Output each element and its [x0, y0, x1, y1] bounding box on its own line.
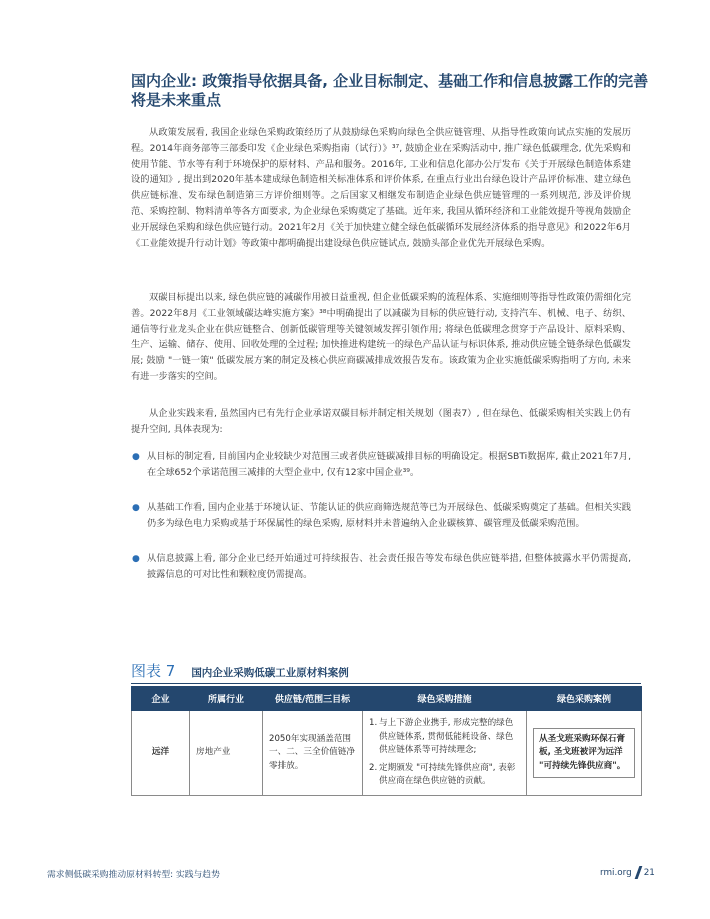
cell-measures — [363, 711, 527, 796]
header-measures: 绿色采购措施 — [363, 687, 527, 711]
bullet-item-targets — [131, 449, 631, 481]
bullet-item-basics — [131, 500, 631, 532]
bullet-dot-icon: ● — [132, 452, 140, 462]
slash-divider-icon — [634, 866, 642, 879]
bullet-text: 从基础工作看, 国内企业基于环境认证、节能认证的供应商筛选规范等已为开展绿色、低碳采购奠定了基础。但相关实践仍多为绿色电力采购或基于环保属性的绿色采购, 原材料并未普遍纳入企业碳核算、碳管理及低碳采购范围。 — [147, 502, 631, 529]
footer-title: 需求侧低碳采购推动原材料转型: 实践与趋势 — [47, 870, 220, 880]
table-row — [132, 711, 642, 796]
measure-item — [369, 762, 520, 789]
case-table — [131, 686, 642, 796]
figure-number: 图表 7 — [131, 662, 176, 680]
bullet-dot-icon: ● — [132, 503, 140, 513]
footer-site-link[interactable]: rmi.org — [600, 867, 632, 878]
case-box: 从圣戈班采购环保石膏板, 圣戈班被评为远洋 "可持续先锋供应商"。 — [533, 728, 635, 779]
figure-name: 国内企业采购低碳工业原材料案例 — [191, 667, 349, 679]
cell-case — [527, 711, 642, 796]
bullet-list — [131, 449, 631, 583]
measure-text: 定期颁发 "可持续先锋供应商", 表彰供应商在绿色供应链的贡献。 — [379, 762, 516, 786]
cell-industry: 房地产业 — [190, 711, 263, 796]
header-industry: 所属行业 — [190, 687, 263, 711]
header-company: 企业 — [132, 687, 190, 711]
header-target: 供应链/范围三目标 — [263, 687, 363, 711]
paragraph-policy: 从政策发展看, 我国企业绿色采购政策经历了从鼓励绿色采购向绿色全供应链管理、从指导性政策向试点实施的发展历程。2014年商务部等三部委印发《企业绿色采购指南（试行）》³⁷, 鼓励企业在采购活动中, 推广绿色低碳理念, 优先采购和使用节能、节水等有利于环境保护的原材料、产品和服务。2016年, 工业和信息化部办公厅发布《关于开展绿色制造体系建设的通知》, 提出到2020年基本建成绿色制造相关标准体系和评价体系, 在重点行业出台绿色设计产品评价标准、建立绿色供应链标准、发布绿色制造第三方评价细则等。之后国家又相继发布制造企业绿色供应链管理的一系列规范, 涉及评价规范、采购控制、物料清单等各方面要求, 为企业绿色采购奠定了基础。近年来, 我国从循环经济和工业能效提升等视角鼓励企业开展绿色采购和绿色供应链行动。2021年2月《关于加快建立健全绿色低碳循环发展经济体系的指导意见》和2022年6月《工业能效提升行动计划》等政策中都明确提出建设绿色供应链试点, 鼓励头部企业优先开展绿色采购。 — [131, 127, 631, 249]
bullet-dot-icon: ● — [132, 554, 140, 564]
paragraph-dual-carbon: 双碳目标提出以来, 绿色供应链的减碳作用被日益重视, 但企业低碳采购的流程体系、实施细则等指导性政策仍需细化完善。2022年8月《工业领域碳达峰实施方案》³⁸中明确提出了以减碳为目标的供应链行动, 支持汽车、机械、电子、纺织、通信等行业龙头企业在供应链整合、创新低碳管理等关键领域发挥引领作用; 将绿色低碳理念贯穿于产品设计、原料采购、生产、运输、储存、使用、回收处理的全过程; 加快推进构建统一的绿色产品认证与标识体系, 推动供应链全链条绿色低碳发展; 鼓励 "一链一策" 低碳发展方案的制定及核心供应商碳减排成效报告发布。该政策为企业实施低碳采购指明了方向, 未来有进一步落实的空间。 — [131, 292, 631, 382]
measure-number: 1. — [369, 718, 378, 728]
paragraph-practice: 从企业实践来看, 虽然国内已有先行企业承诺双碳目标并制定相关规划（图表7）, 但在绿色、低碳采购相关实践上仍有提升空间, 具体表现为: — [131, 408, 631, 435]
bullet-text: 从目标的制定看, 目前国内企业较缺少对范围三或者供应链碳减排目标的明确设定。根据SBTi数据库, 截止2021年7月, 在全球652个承诺范围三减排的大型企业中, 仅有12家中国企业³⁹。 — [147, 451, 631, 478]
bullet-text: 从信息披露上看, 部分企业已经开始通过可持续报告、社会责任报告等发布绿色供应链举措, 但整体披露水平仍需提高, 披露信息的可对比性和颗粒度仍需提高。 — [147, 553, 631, 580]
cell-target: 2050年实现涵盖范围一、二、三全价值链净零排放。 — [263, 711, 363, 796]
bullet-item-disclosure — [131, 551, 631, 583]
section-heading: 国内企业: 政策指导依据具备, 企业目标制定、基础工作和信息披露工作的完善将是未来重点 — [131, 72, 649, 109]
header-case: 绿色采购案例 — [527, 687, 642, 711]
page-number: 21 — [643, 867, 655, 878]
cell-company: 远洋 — [132, 711, 190, 796]
measure-item — [369, 717, 520, 758]
measure-text: 与上下游企业携手, 形成完整的绿色供应链体系, 贯彻低能耗设备、绿色供应链体系等可持续理念; — [379, 718, 514, 755]
footer-page-info — [600, 866, 655, 879]
figure-rule — [131, 683, 641, 684]
figure-title — [131, 660, 641, 681]
measure-number: 2. — [369, 762, 378, 773]
table-header-row — [132, 687, 642, 711]
measures-list — [369, 717, 520, 789]
